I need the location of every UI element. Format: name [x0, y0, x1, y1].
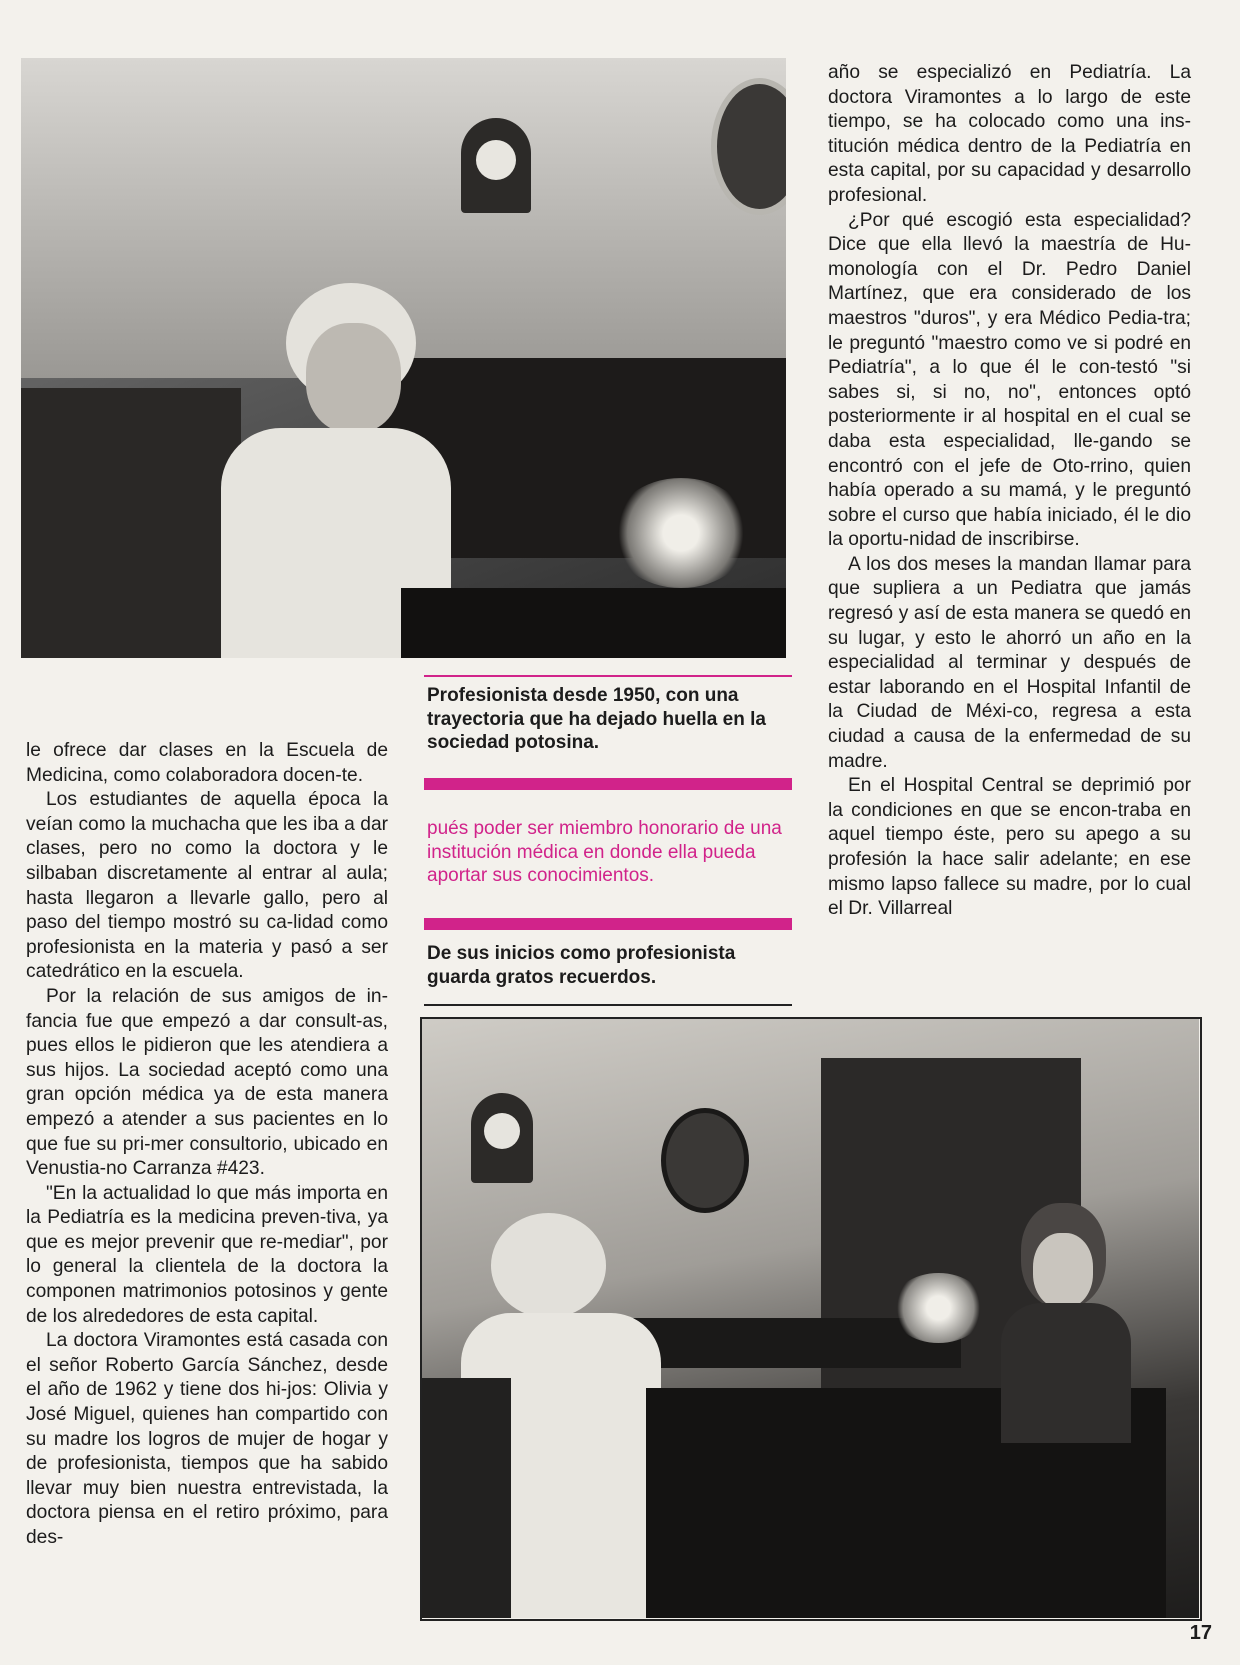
woman-face	[306, 323, 401, 433]
clock-face	[476, 140, 516, 180]
caption-2-rule	[424, 1004, 792, 1006]
right-paragraph-4: En el Hospital Central se deprimió por la condiciones en que se encon-traba en aquel tiempo éste, pero su apego a su profesión la hace salir adelante; en ese mismo lapso fallece su madre, por lo cual el Dr. Villarreal	[828, 775, 1191, 920]
pink-bar-1	[424, 778, 792, 790]
top-photo	[21, 58, 786, 658]
left-paragraph-3: Por la relación de sus amigos de in-fancia fue que empezó a dar consult-as, pues ellos le pidieron que les atendiera a sus hijos. La sociedad aceptó como una gran opción médica ya de esta manera empezó a atender a sus pacientes en lo que fue su pri-mer consultorio, ubicado en Venustia-no Carranza #423.	[26, 985, 388, 1180]
caption-2: De sus inicios como profesionista guarda gratos recuerdos.	[427, 943, 736, 988]
caption-1-rule	[424, 675, 792, 677]
left-paragraph-1: le ofrece dar clases en la Escuela de Medicina, como colaboradora docen-te.	[26, 740, 388, 786]
bottom-photo-frame	[420, 1017, 1202, 1621]
pink-pullquote: pués poder ser miembro honorario de una institución médica en donde ella pueda aportar sus conocimientos.	[427, 818, 782, 886]
right-column	[828, 61, 1191, 922]
page-number: 17	[1189, 1622, 1212, 1644]
left-paragraph-4: "En la actualidad lo que más importa en la Pediatría es la medicina preven-tiva, ya que es mejor prevenir que re-mediar", por lo general la clientela de la doctora la componen matrimonios potosinos y gente de los alrededores de esta capital.	[26, 1182, 388, 1327]
left-column	[26, 739, 388, 1551]
right-paragraph-1: año se especializó en Pediatría. La doctora Viramontes a lo largo de este tiempo, se ha colocado como una ins-titución médica dentro de la Pediatría en esta capital, por su capacidad y desarrollo profesional.	[828, 62, 1191, 206]
pink-bar-2	[424, 918, 792, 930]
bookshelf	[21, 388, 241, 658]
caption-1: Profesionista desde 1950, con una trayectoria que ha dejado huella en la sociedad potosina.	[427, 685, 766, 753]
right-paragraph-2: ¿Por qué escogió esta especialidad? Dice que ella llevó la maestría de Hu-monología con el Dr. Pedro Daniel Martínez, que era considerado de los maestros "duros", y era Médico Pedia-tra; le preguntó "maestro como ve si podré en Pediatría", a lo que él le con-testó "si sabes si, si no, no", entonces optó posteriormente ir al hospital en el cual se daba esta especialidad, lle-gando se encontró con el jefe de Oto-rrino, quien había operado a su mamá, y le preguntó sobre el curso que había iniciado, él le dio la oportu-nidad de inscribirse.	[828, 209, 1191, 551]
left-paragraph-5: La doctora Viramontes está casada con el señor Roberto García Sánchez, desde el año de 1962 y tiene dos hi-jos: Olivia y José Miguel, quienes han compartido con su madre los logros de mujer de hogar y de profesionista, tiempos que ha sabido llevar muy bien nuestra entrevistada, la doctora piensa en el retiro próximo, para des-	[26, 1330, 388, 1548]
right-paragraph-3: A los dos meses la mandan llamar para que supliera a un Pediatra que jamás regresó y así de esta manera se quedó en su lugar, y esto le ahorró un año en la especialidad al terminar y después de estar laborando en el Hospital Infantil de la Ciudad de Méxi-co, regresa a esta ciudad a causa de la enfermedad de su madre.	[828, 553, 1191, 772]
desk	[401, 588, 786, 658]
coral-ornament	[611, 478, 751, 588]
left-paragraph-2: Los estudiantes de aquella época la veían como la muchacha que les iba a dar clases, pero no como la doctora y le silbaban discretamente al entrar al aula; hasta llegaron a llevarle gallo, pero al paso del tiempo mostró su ca-lidad como profesionista en la materia y pasó a ser catedrático en la escuela.	[26, 789, 388, 983]
